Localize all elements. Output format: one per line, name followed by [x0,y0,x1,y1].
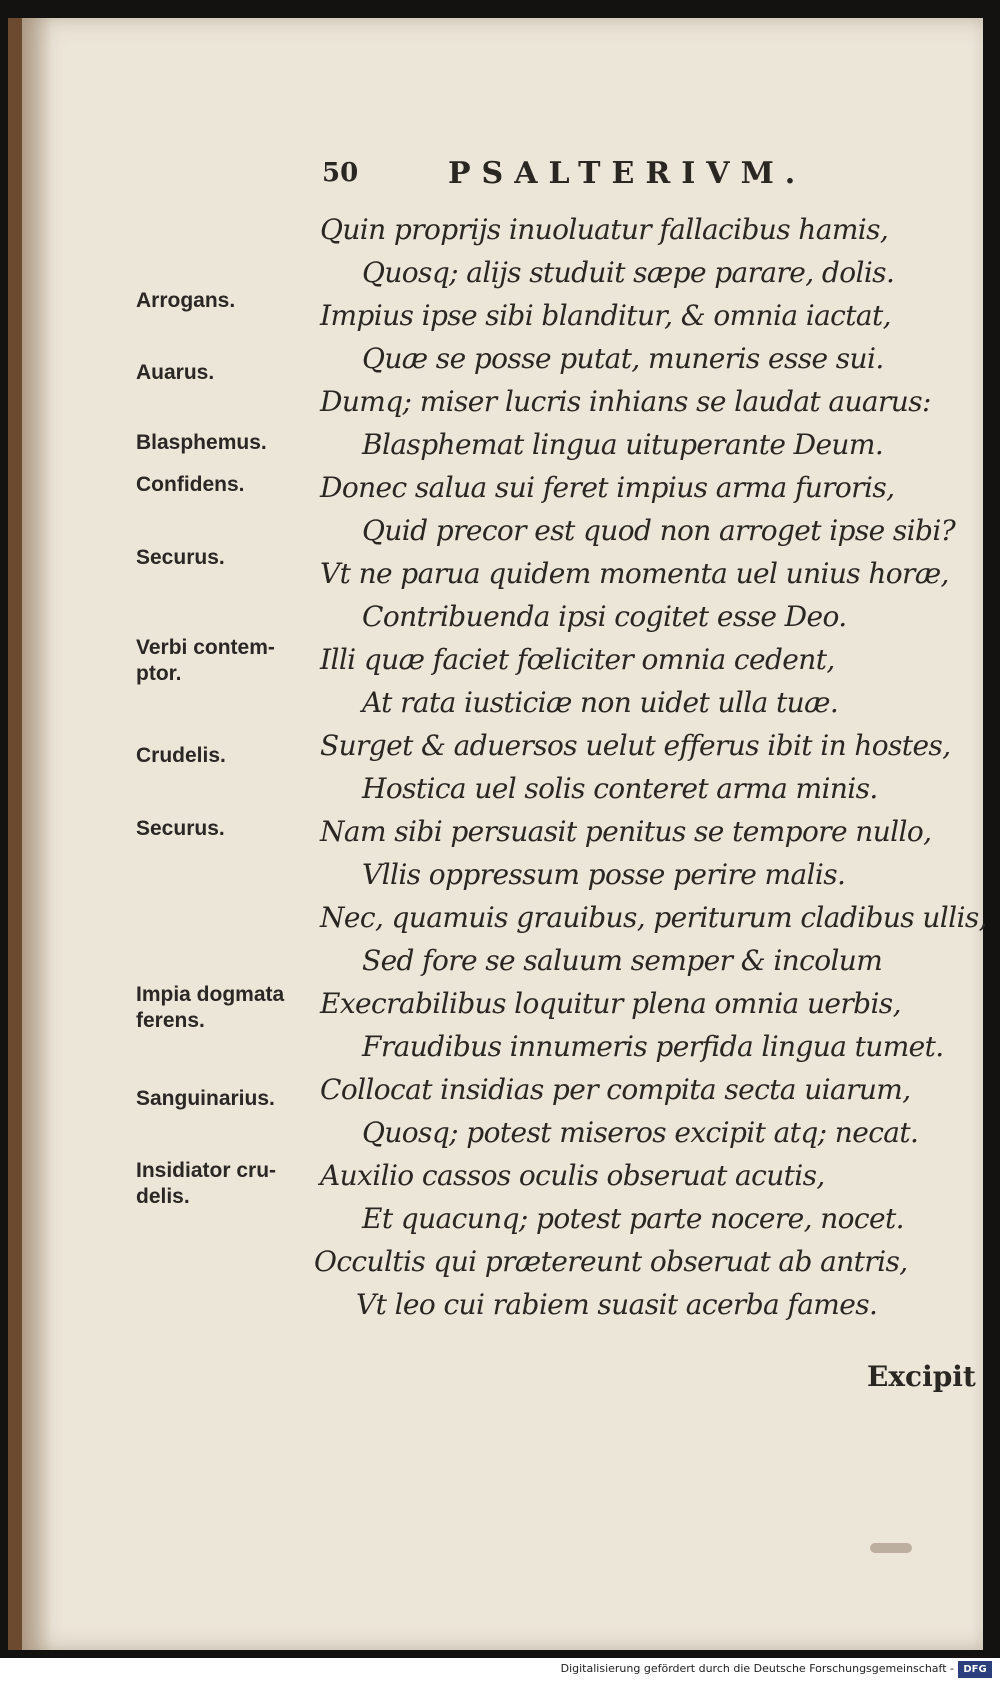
verse-line: Surget & aduersos uelut efferus ibit in hostes, [320,729,951,762]
verse-line: Execrabilibus loquitur plena omnia uerbis, [320,987,901,1020]
verse-line: Quosq; potest miseros excipit atq; necat. [362,1116,919,1149]
verse-line: Quin proprijs inuoluatur fallacibus hamis, [320,213,889,246]
verse-block [22,18,997,1650]
verse-line: Donec salua sui feret impius arma furoris, [320,471,895,504]
verse-line: Nec, quamuis grauibus, periturum cladibus ullis, [320,901,987,934]
verse-line: Vt ne parua quidem momenta uel unius horæ, [320,557,949,590]
verse-line: Dumq; miser lucris inhians se laudat auarus: [320,385,931,418]
verse-line: Vllis oppressum posse perire malis. [362,858,846,891]
margin-note: Verbi contem- ptor. [136,636,275,685]
verse-line: Vt leo cui rabiem suasit acerba fames. [356,1288,878,1321]
verse-line: Collocat insidias per compita secta uiarum, [320,1073,911,1106]
margin-note: Arrogans. [136,289,236,312]
margin-note: Securus. [136,546,225,569]
verse-line: Nam sibi persuasit penitus se tempore nullo, [320,815,932,848]
verse-line: Fraudibus innumeris perfida lingua tumet. [362,1030,944,1063]
verse-line: Quæ se posse putat, muneris esse sui. [362,342,884,375]
margin-note: Impia dogmata ferens. [136,983,285,1032]
margin-note: Blasphemus. [136,431,267,454]
verse-line: Quid precor est quod non arroget ipse sibi? [362,514,956,547]
margin-note: Insidiator cru- delis. [136,1159,277,1208]
verse-line: Blasphemat lingua uituperante Deum. [362,428,884,461]
verse-line: Hostica uel solis conteret arma minis. [362,772,878,805]
catchword: Excipit [867,1360,976,1393]
verse-line: Sed fore se saluum semper & incolum [362,944,883,977]
verse-line: Illi quæ faciet fœliciter omnia cedent, [320,643,835,676]
verse-line: Impius ipse sibi blanditur, & omnia iactat, [320,299,891,332]
dfg-logo: DFG [958,1661,992,1678]
book-page [8,18,987,1650]
verse-line: Contribuenda ipsi cogitet esse Deo. [362,600,847,633]
margin-note: Sanguinarius. [136,1087,275,1110]
verse-line: Occultis qui prætereunt obseruat ab antris, [314,1245,908,1278]
verse-line: Et quacunq; potest parte nocere, nocet. [362,1202,904,1235]
margin-note: Crudelis. [136,744,226,767]
margin-note: Securus. [136,817,225,840]
verse-line: Auxilio cassos oculis obseruat acutis, [320,1159,825,1192]
verse-line: At rata iusticiæ non uidet ulla tuæ. [362,686,839,719]
margin-note: Confidens. [136,473,245,496]
margin-note: Auarus. [136,361,215,384]
funding-credit: Digitalisierung gefördert durch die Deutsche Forschungsgemeinschaft - [560,1662,954,1675]
verse-line: Quosq; alijs studuit sæpe parare, dolis. [362,256,895,289]
footer-bar [0,1658,1000,1682]
ink-smudge [870,1543,912,1553]
page-number: 50 [322,158,359,188]
running-title: PSALTERIVM. [448,156,807,191]
